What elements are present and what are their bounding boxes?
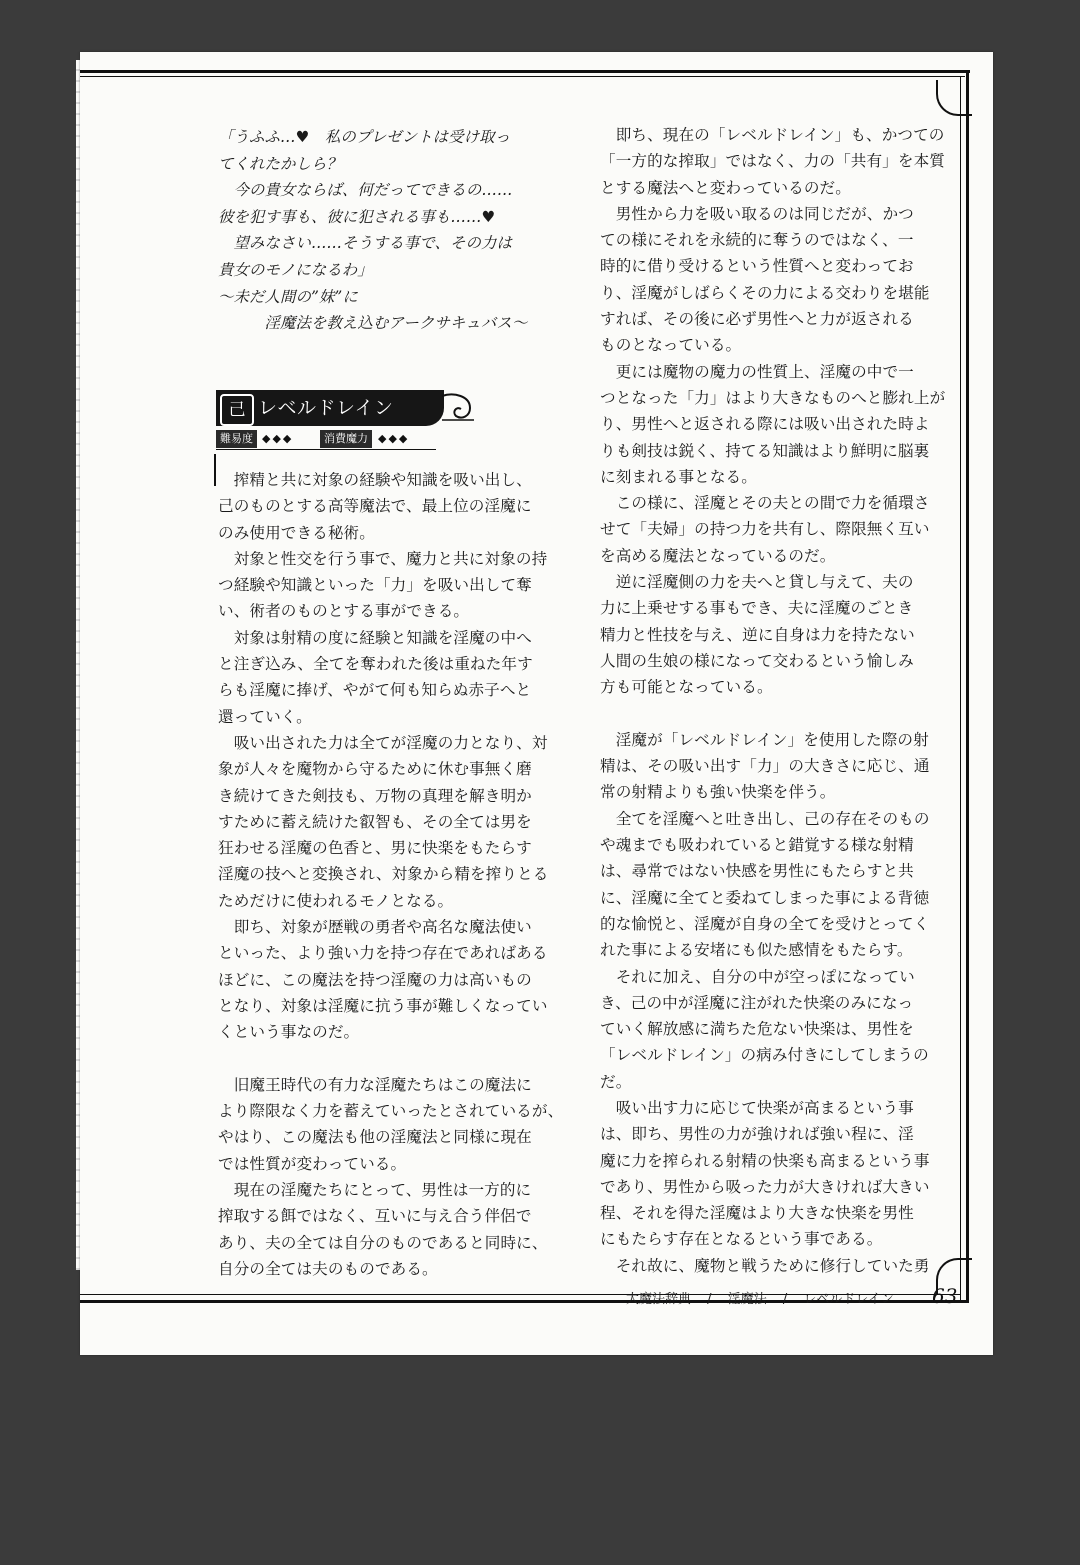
text-line: 吸い出された力は全てが淫魔の力となり、対 [218,733,548,752]
text-line: は、尋常ではない快感を男性にもたらすと共 [600,862,914,881]
spell-glyph-icon: 己 [220,394,254,426]
quote-line: 「うふふ…♥ 私のプレゼントは受け取っ [218,128,511,146]
text-line: 全てを淫魔へと吐き出し、己の存在そのもの [600,809,930,828]
text-line: 己のものとする高等魔法で、最上位の淫魔に [218,497,532,516]
text-line: 「一方的な搾取」ではなく、力の「共有」を本質 [600,152,945,171]
text-line: 人間の生娘の様になって交わるという愉しみ [600,651,914,670]
text-line: は、即ち、男性の力が強ければ強い程に、淫 [600,1125,914,1144]
difficulty-label: 難易度 [216,430,257,448]
text-line: つ経験や知識といった「力」を吸い出して奪 [218,576,532,595]
quote-line: てくれたかしら？ [218,154,342,173]
text-line: 即ち、対象が歴戦の勇者や高名な魔法使い [218,918,532,937]
left-column-text [218,467,563,1282]
text-line: すために蓄え続けた叡智も、その全ては男を [218,812,532,831]
mana-cost-label: 消費魔力 [320,430,372,448]
quote-line: 望みなさい……そうする事で、その力は [218,234,513,253]
text-line: 対象と性交を行う事で、魔力と共に対象の持 [218,549,548,568]
text-line: 即ち、現在の「レベルドレイン」も、かつての [600,126,945,144]
text-line: ほどに、この魔法を持つ淫魔の力は高いもの [218,970,532,989]
opening-quote [218,124,527,337]
text-line: 程、それを得た淫魔はより大きな快楽を男性 [600,1204,914,1223]
text-line: だ。 [600,1072,632,1091]
text-line: り、男性へと返される際には吸い出された時よ [600,415,930,434]
footer-separator: / [707,1292,712,1307]
footer-entry: レベルドレイン [803,1292,894,1307]
text-line: 精は、その吸い出す「力」の大きさに応じ、通 [600,757,930,776]
text-line: あり、夫の全ては自分のものであると同時に、 [218,1233,548,1252]
text-line: となり、対象は淫魔に抗う事が難しくなってい [218,996,548,1015]
section-title: レベルドレイン [258,397,394,419]
text-line: のみ使用できる秘術。 [218,523,375,542]
text-line: い、術者のものとする事ができる。 [218,602,470,621]
text-line: つとなった「力」はより大きなものへと膨れ上が [600,388,946,407]
text-line: 男性から力を吸い取るのは同じだが、かつ [600,204,914,223]
text-line: に、淫魔に全てと委ねてしまった事による背徳 [600,888,930,907]
text-line: 象が人々を魔物から守るために休む事無く磨 [218,760,532,779]
text-line: 常の射精よりも強い快楽を伴う。 [600,783,836,802]
difficulty-rating: ◆◆◆ [262,432,294,445]
text-line: 力に上乗せする事もでき、夫に淫魔のごとき [600,599,914,618]
text-line: 狂わせる淫魔の色香と、男に快楽をもたらす [218,839,532,858]
quote-line: 彼を犯す事も、彼に犯される事も……♥ [218,207,496,226]
text-line: 淫魔の技へと変換され、対象から精を搾りとる [218,865,549,884]
text-line: 的な愉悦と、淫魔が自身の全てを受けとってく [600,914,930,933]
text-line: を高める魔法となっているのだ。 [600,546,836,565]
text-line: では性質が変わっている。 [218,1154,407,1173]
text-line: ものとなっている。 [600,336,742,355]
quote-line: 淫魔法を教え込むアークサキュバス～ [218,314,528,333]
text-line: といった、より強い力を持つ存在であればある [218,944,548,963]
text-line: やはり、この魔法も他の淫魔法と同様に現在 [218,1128,532,1147]
text-line: と注ぎ込み、全てを奪われた後は重ねた年す [218,655,533,674]
right-column-text [600,122,945,1279]
text-line: 「レベルドレイン」の病み付きにしてしまうの [600,1046,929,1065]
footer-separator: / [782,1292,788,1307]
text-line: 自分の全ては夫のものである。 [218,1259,438,1278]
heading-rule [216,449,436,450]
text-line: すれば、その後に必ず男性へと力が返される [600,310,914,329]
paragraph-marker [214,454,216,486]
text-line: りも剣技は鋭く、持てる知識はより鮮明に脳裏 [600,441,930,460]
text-line: 搾取する餌ではなく、互いに与え合う伴侶で [218,1207,532,1226]
frame-border-top-inner [80,76,965,77]
frame-border-top [80,70,970,73]
text-line: 魔に力を搾られる射精の快楽も高まるという事 [600,1151,930,1170]
text-line: り、淫魔がしばらくその力による交わりを堪能 [600,283,930,302]
quote-line: 今の貴女ならば、何だってできるの…… [218,181,513,200]
text-line: に刻まれる事となる。 [600,467,757,486]
text-line: らも淫魔に捧げ、やがて何も知らぬ赤子へと [218,681,532,700]
running-footer [626,1290,894,1310]
section-heading [216,390,466,426]
text-line: とする魔法へと変わっているのだ。 [600,178,851,197]
text-line: き続けてきた剣技も、万物の真理を解き明か [218,786,532,805]
footer-category: 淫魔法 [727,1292,767,1307]
swirl-ornament-icon [440,390,476,426]
text-line: 搾精と共に対象の経験や知識を吸い出し、 [218,471,532,489]
text-line [218,1046,563,1072]
text-line: 旧魔王時代の有力な淫魔たちはこの魔法に [218,1075,532,1094]
text-line: くという事なのだ。 [218,1023,360,1042]
text-line: ての様にそれを永続的に奪うのではなく、一 [600,231,914,250]
text-line: 更には魔物の魔力の性質上、淫魔の中で一 [600,362,914,381]
quote-line: ～未だ人間の”妹”に [218,287,358,306]
quote-line: 貴女のモノになるわ」 [218,260,373,279]
text-line: にもたらす存在となるという事である。 [600,1230,883,1249]
text-line: この様に、淫魔とその夫との間で力を循環さ [600,494,930,513]
text-line: き、己の中が淫魔に注がれた快楽のみになっ [600,993,914,1012]
text-line: れた事による安堵にも似た感情をもたらす。 [600,941,913,960]
text-line: 現在の淫魔たちにとって、男性は一方的に [218,1181,532,1200]
mana-cost-rating: ◆◆◆ [378,432,410,445]
footer-book-title: 大魔法辞典 [626,1292,692,1307]
book-page [80,52,993,1355]
text-line: 方も可能となっている。 [600,678,773,697]
text-line: であり、男性から吸った力が大きければ大きい [600,1177,930,1196]
text-line: それに加え、自分の中が空っぽになってい [600,967,915,986]
text-line: せて「夫婦」の持つ力を共有し、際限無く互い [600,520,930,539]
text-line: 時的に借り受けるという性質へと変わってお [600,257,914,276]
frame-border-right [966,70,969,1300]
text-line: や魂までも吸われていると錯覚する様な射精 [600,836,914,855]
text-line: 吸い出す力に応じて快楽が高まるという事 [600,1098,914,1117]
text-line: 精力と性技を与え、逆に自身は力を持たない [600,625,915,644]
frame-corner-ornament-top [936,80,972,116]
text-line: 淫魔が「レベルドレイン」を使用した際の射 [600,730,929,749]
frame-border-right-inner [960,76,961,1301]
text-line: ていく解放感に満ちた危ない快楽は、男性を [600,1020,914,1039]
text-line: 逆に淫魔側の力を夫へと貸し与えて、夫の [600,573,914,592]
text-line: 対象は射精の度に経験と知識を淫魔の中へ [218,628,532,647]
text-line [600,701,945,727]
text-line: それ故に、魔物と戦うために修行していた勇 [600,1256,930,1275]
page-number: 63 [932,1284,958,1308]
text-line: 還っていく。 [218,707,312,726]
text-line: ためだけに使われるモノとなる。 [218,891,454,910]
text-line: より際限なく力を蓄えていったとされているが、 [218,1102,564,1121]
